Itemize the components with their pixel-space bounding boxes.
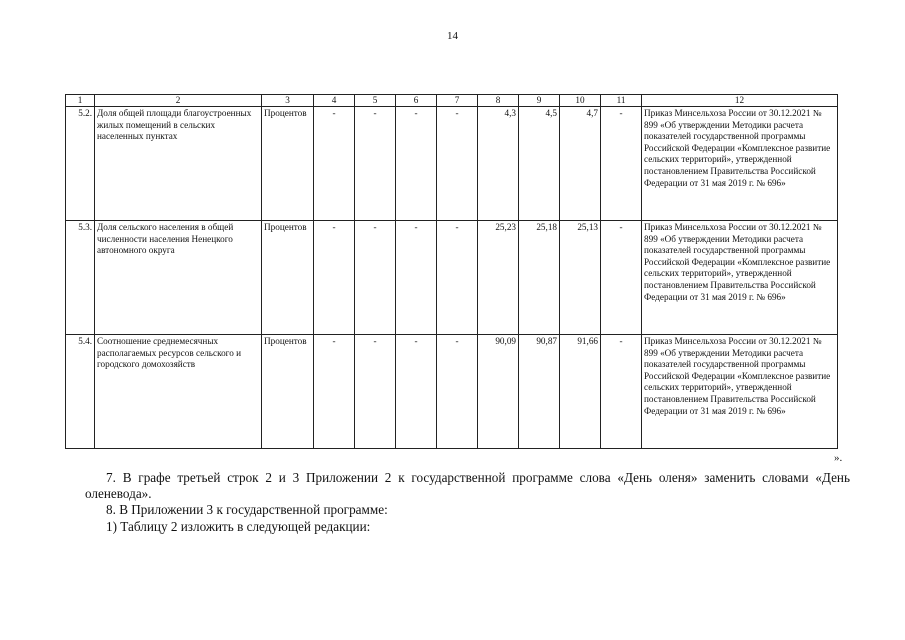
paragraph-8: 8. В Приложении 3 к государственной программе: bbox=[106, 502, 388, 517]
unit-cell: Процентов bbox=[262, 221, 314, 335]
indicator-name: Соотношение среднемесячных располагаемых ресурсов сельского и городского домохозяйств bbox=[95, 335, 262, 449]
value-cell: - bbox=[314, 221, 355, 335]
value-cell: - bbox=[396, 335, 437, 449]
value-cell: 25,23 bbox=[478, 221, 519, 335]
value-cell: 25,18 bbox=[519, 221, 560, 335]
value-cell: 4,3 bbox=[478, 107, 519, 221]
value-cell: - bbox=[396, 107, 437, 221]
table-row bbox=[66, 107, 838, 221]
value-cell: - bbox=[396, 221, 437, 335]
header-cell: 8 bbox=[478, 95, 519, 107]
header-cell: 6 bbox=[396, 95, 437, 107]
page-number: 14 bbox=[447, 30, 458, 42]
value-cell: 91,66 bbox=[560, 335, 601, 449]
table-row bbox=[66, 335, 838, 449]
value-cell: - bbox=[437, 221, 478, 335]
value-cell: - bbox=[355, 221, 396, 335]
value-cell: 90,87 bbox=[519, 335, 560, 449]
source-cell: Приказ Минсельхоза России от 30.12.2021 № 899 «Об утверждении Методики расчета показателей государственной программы Российской Федерации «Комплексное развитие сельских территорий», утвержденной постановлением Правительства Российской Федерации от 31 мая 2019 г. № 696» bbox=[642, 107, 838, 221]
indicators-table bbox=[65, 94, 838, 449]
value-cell: 25,13 bbox=[560, 221, 601, 335]
value-cell: - bbox=[601, 221, 642, 335]
value-cell: - bbox=[355, 335, 396, 449]
header-cell: 11 bbox=[601, 95, 642, 107]
value-cell: 90,09 bbox=[478, 335, 519, 449]
row-number: 5.3. bbox=[66, 221, 95, 335]
value-cell: 4,7 bbox=[560, 107, 601, 221]
value-cell: - bbox=[601, 107, 642, 221]
header-cell: 5 bbox=[355, 95, 396, 107]
header-cell: 1 bbox=[66, 95, 95, 107]
paragraph-8-1: 1) Таблицу 2 изложить в следующей редакции: bbox=[106, 519, 371, 534]
header-cell: 2 bbox=[95, 95, 262, 107]
value-cell: - bbox=[355, 107, 396, 221]
value-cell: - bbox=[601, 335, 642, 449]
value-cell: 4,5 bbox=[519, 107, 560, 221]
row-number: 5.4. bbox=[66, 335, 95, 449]
table-row bbox=[66, 221, 838, 335]
row-number: 5.2. bbox=[66, 107, 95, 221]
closing-quote: ». bbox=[834, 452, 843, 464]
value-cell: - bbox=[314, 335, 355, 449]
value-cell: - bbox=[437, 335, 478, 449]
paragraph-7 bbox=[85, 470, 850, 501]
indicator-name: Доля сельского населения в общей численности населения Ненецкого автономного округа bbox=[95, 221, 262, 335]
indicator-name: Доля общей площади благоустроенных жилых помещений в сельских населенных пунктах bbox=[95, 107, 262, 221]
table-header-row bbox=[66, 95, 838, 107]
source-cell: Приказ Минсельхоза России от 30.12.2021 № 899 «Об утверждении Методики расчета показателей государственной программы Российской Федерации «Комплексное развитие сельских территорий», утвержденной постановлением Правительства Российской Федерации от 31 мая 2019 г. № 696» bbox=[642, 221, 838, 335]
paragraph-7-text: 7. В графе третьей строк 2 и 3 Приложении 2 к государственной программе слова «День оленя» заменить словами «День оленевода». bbox=[85, 470, 850, 501]
source-cell: Приказ Минсельхоза России от 30.12.2021 № 899 «Об утверждении Методики расчета показателей государственной программы Российской Федерации «Комплексное развитие сельских территорий», утвержденной постановлением Правительства Российской Федерации от 31 мая 2019 г. № 696» bbox=[642, 335, 838, 449]
header-cell: 3 bbox=[262, 95, 314, 107]
header-cell: 12 bbox=[642, 95, 838, 107]
header-cell: 4 bbox=[314, 95, 355, 107]
unit-cell: Процентов bbox=[262, 107, 314, 221]
header-cell: 10 bbox=[560, 95, 601, 107]
header-cell: 9 bbox=[519, 95, 560, 107]
value-cell: - bbox=[314, 107, 355, 221]
header-cell: 7 bbox=[437, 95, 478, 107]
value-cell: - bbox=[437, 107, 478, 221]
unit-cell: Процентов bbox=[262, 335, 314, 449]
